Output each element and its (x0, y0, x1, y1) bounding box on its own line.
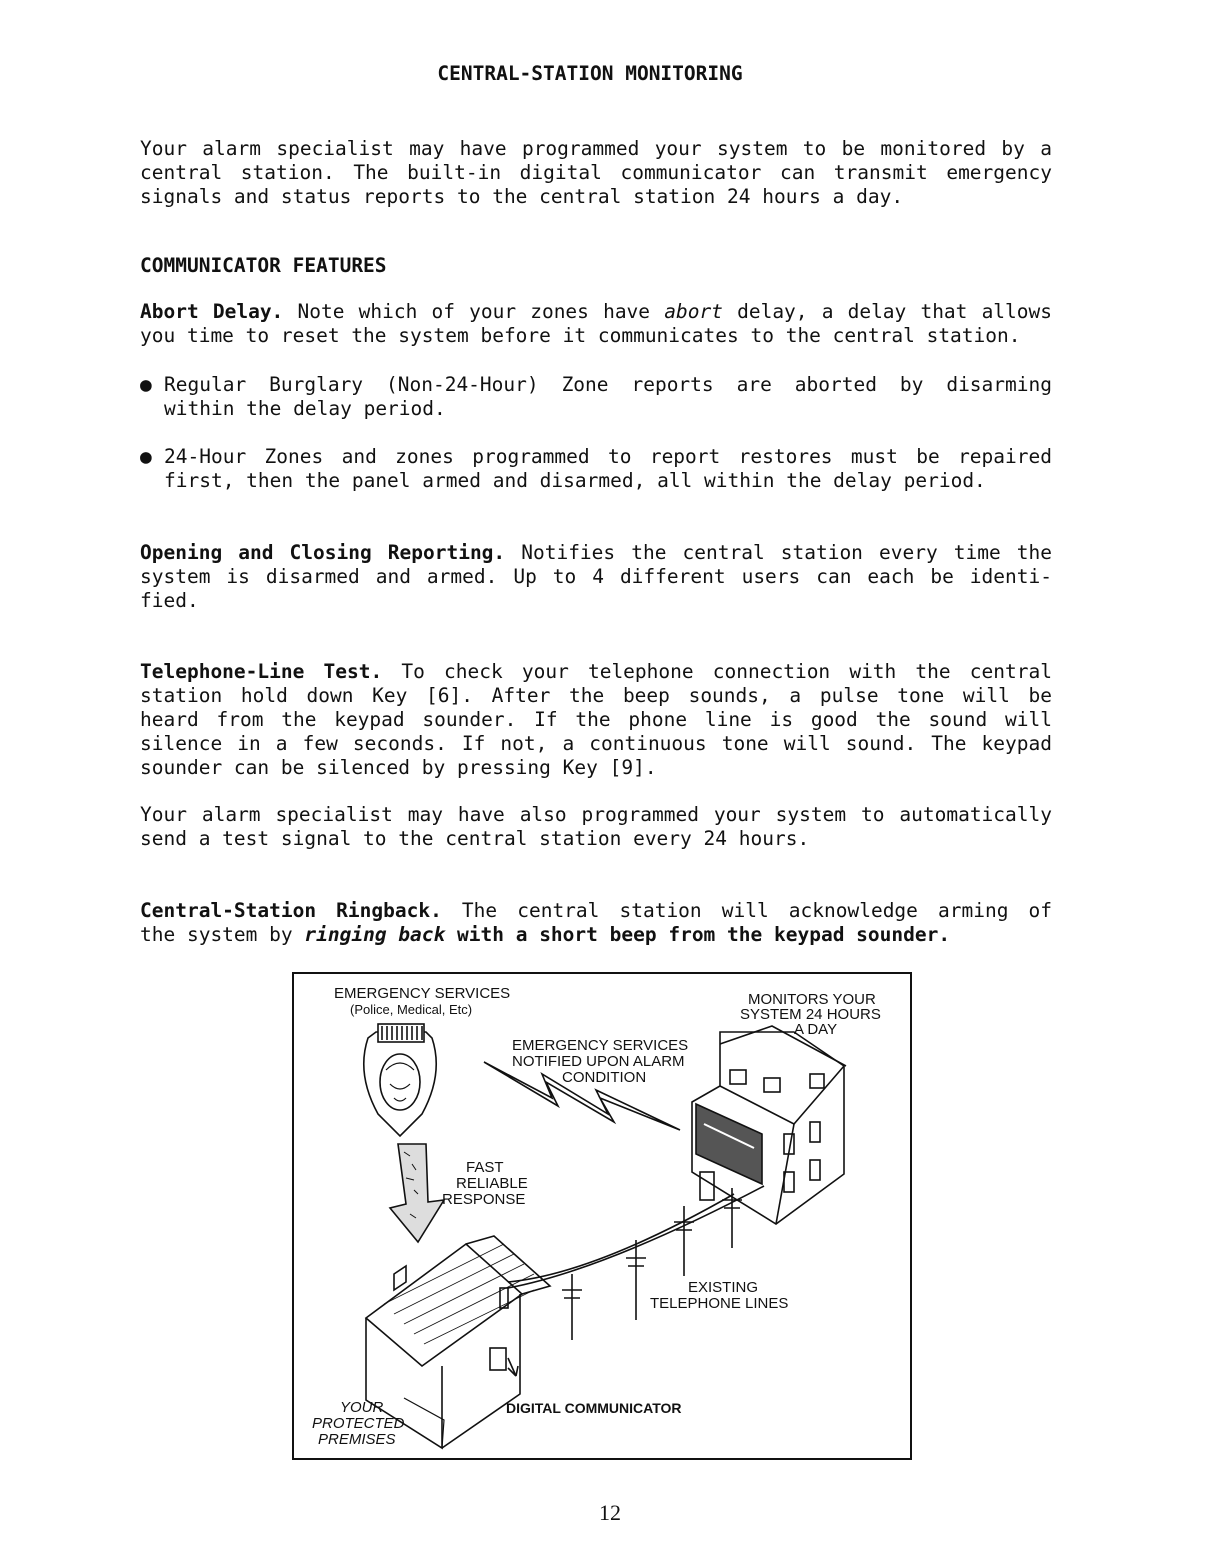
notified-label-3: CONDITION (562, 1069, 647, 1086)
page-number: 12 (599, 1500, 621, 1525)
bullet-dot-2: ● (140, 445, 152, 468)
abort-delay-label: Abort Delay. (140, 300, 284, 323)
monitors-label-1: MONITORS YOUR (748, 991, 876, 1008)
section-heading: COMMUNICATOR FEATURES (140, 254, 387, 277)
abort-emphasis: abort (664, 300, 723, 323)
auto-test-line-2: send a test signal to the central station every 24 hours. (140, 827, 810, 850)
intro-line-1: Your alarm specialist may have programmed your system to be monitored by a (140, 137, 1052, 160)
bullet-1-line-1: Regular Burglary (Non-24-Hour) Zone reports are aborted by disarming (164, 373, 1052, 396)
fast-label: FAST (466, 1159, 504, 1176)
monitors-label-2: SYSTEM 24 HOURS (740, 1006, 881, 1023)
ringback-line-2 (140, 923, 1052, 947)
notified-label-1: EMERGENCY SERVICES (512, 1037, 689, 1054)
bullet-dot-1: ● (140, 373, 152, 396)
phone-test-text: To check your telephone connection with the central (401, 660, 1052, 683)
ringback-label: Central-Station Ringback. (140, 899, 442, 922)
ringback-text-a: the system by (140, 923, 293, 946)
ringback-line-1 (140, 899, 1052, 923)
response-arrow-icon (390, 1144, 444, 1242)
intro-line-2: central station. The built-in digital communicator can transmit emergency (140, 161, 1052, 184)
monitors-label-3: A DAY (794, 1021, 838, 1038)
digital-communicator-label: DIGITAL COMMUNICATOR (506, 1400, 682, 1416)
phone-test-line-5: sounder can be silenced by pressing Key [9]. (140, 756, 657, 779)
phone-test-line-2: station hold down Key [6]. After the beep sounds, a pulse tone will be (140, 684, 1052, 707)
abort-text-b: delay, a delay that allows (737, 300, 1053, 323)
bullet-1-line-2: within the delay period. (164, 397, 446, 420)
central-station-building-icon (692, 1026, 846, 1224)
telephone-lines-label: TELEPHONE LINES (650, 1295, 789, 1312)
abort-delay-line-1 (140, 300, 1052, 324)
opening-line-3: fied. (140, 589, 199, 612)
ringback-text: The central station will acknowledge arming of (461, 899, 1052, 922)
abort-delay-line-2: you time to reset the system before it communicates to the central station. (140, 324, 1021, 347)
opening-text: Notifies the central station every time the (521, 541, 1052, 564)
reliable-label: RELIABLE (456, 1175, 528, 1192)
police-shield-icon (364, 1024, 436, 1136)
auto-test-line-1: Your alarm specialist may have also programmed your system to automatically (140, 803, 1052, 826)
existing-label: EXISTING (688, 1279, 759, 1296)
bullet-2-line-2: first, then the panel armed and disarmed, all within the delay period. (164, 469, 986, 492)
ringback-text-b: with a short beep from the keypad sounder. (457, 923, 951, 946)
phone-test-label: Telephone-Line Test. (140, 660, 383, 683)
premises-label: PREMISES (318, 1431, 396, 1448)
opening-label: Opening and Closing Reporting. (140, 541, 506, 564)
abort-text-a: Note which of your zones have (297, 300, 651, 323)
monitoring-diagram (292, 972, 912, 1460)
intro-line-3: signals and status reports to the central station 24 hours a day. (140, 185, 904, 208)
telephone-poles-icon (508, 1186, 764, 1340)
police-medical-label: (Police, Medical, Etc) (350, 1002, 473, 1017)
protected-label: PROTECTED (312, 1415, 405, 1432)
page-title: CENTRAL-STATION MONITORING (437, 62, 743, 85)
opening-line-2: system is disarmed and armed. Up to 4 different users can each be identi- (140, 565, 1052, 588)
ringback-emphasis: ringing back (304, 923, 446, 946)
phone-test-line-4: silence in a few seconds. If not, a continuous tone will sound. The keypad (140, 732, 1052, 755)
emergency-services-label: EMERGENCY SERVICES (334, 985, 511, 1002)
phone-test-line-3: heard from the keypad sounder. If the phone line is good the sound will (140, 708, 1052, 731)
opening-line-1 (140, 541, 1052, 565)
phone-test-line-1 (140, 660, 1052, 684)
your-label: YOUR (340, 1399, 384, 1416)
bullet-2-line-1: 24-Hour Zones and zones programmed to report restores must be repaired (164, 445, 1052, 468)
response-label: RESPONSE (442, 1191, 526, 1208)
notified-label-2: NOTIFIED UPON ALARM (512, 1053, 685, 1070)
